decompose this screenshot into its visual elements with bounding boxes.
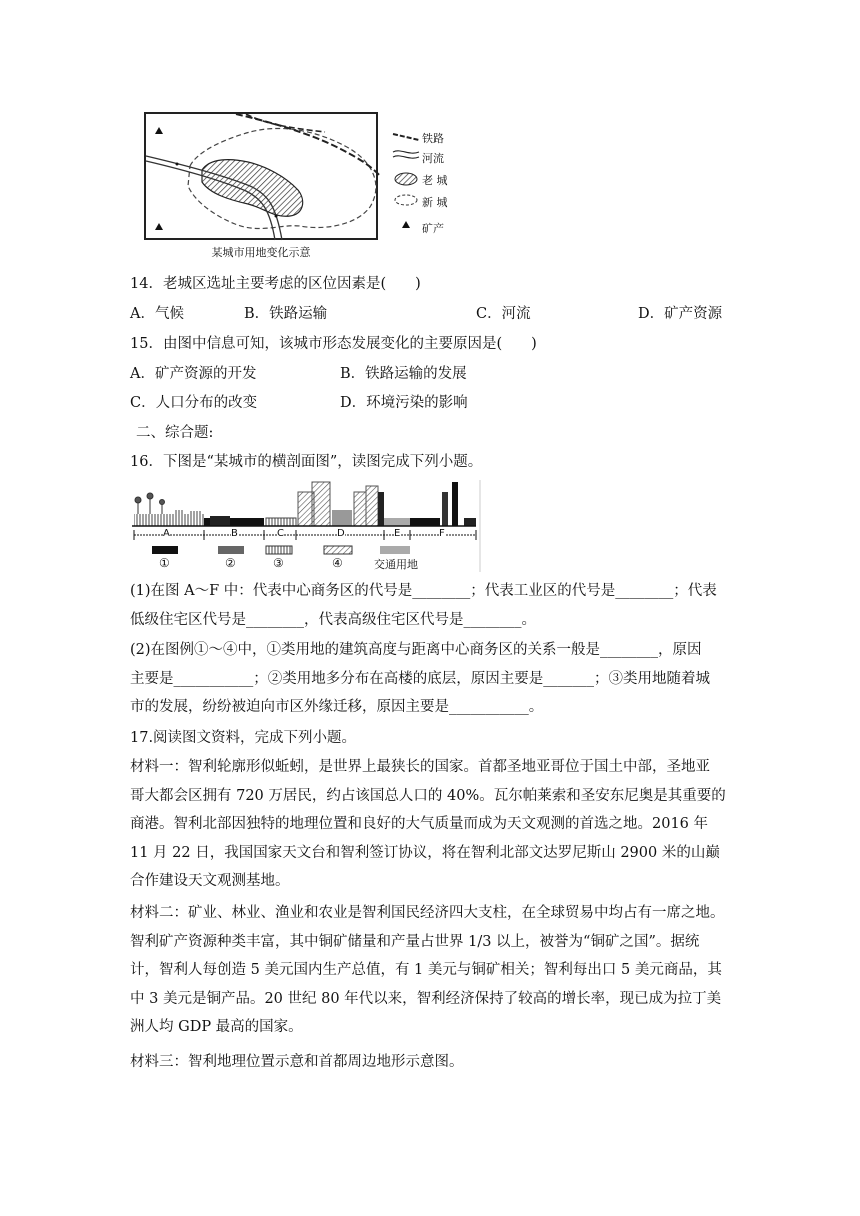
city-cross-section-figure [130,478,482,574]
q16-stem: 16．下图是“某城市的横剖面图”，读图完成下列小题。 [130,454,483,470]
zone-d-label: D [337,528,345,539]
legend-river-label: 河流 [422,152,444,165]
zone-a-label: A [163,528,170,539]
material-2-line: 计，智利人每创造 5 美元国内生产总值，有 1 美元与铜矿相关；智利每出口 5 美元商品，其 [130,962,722,979]
legend-1-label: ① [159,556,170,570]
q14-option-c: C．河流 [476,306,531,322]
q15-stem: 15．由图中信息可知，该城市形态发展变化的主要原因是( ) [130,336,537,352]
map-drawing [140,102,460,262]
river-icon [393,151,419,158]
q15-option-c: C．人口分布的改变 [130,395,258,411]
section-2-heading: 二、综合题: [136,425,214,441]
material-1-line: 材料一：智利轮廓形似蚯蚓，是世界上最狭长的国家。首都圣地亚哥位于国土中部，圣地亚 [130,759,710,775]
legend-1-swatch [152,546,178,554]
zone-f-label: F [439,528,445,539]
town-dot [275,215,278,218]
legend-new-city-label: 新 城 [422,196,448,209]
material-1-line: 哥大都会区拥有 720 万居民，约占该国总人口的 40%。瓦尔帕莱索和圣安东尼奥是其重要的 [130,787,726,804]
q15-option-d: D．环境污染的影响 [340,395,468,411]
q17-stem: 17.阅读图文资料，完成下列小题。 [130,730,357,746]
q17-material-2 [130,899,730,1042]
q16-part1 [130,577,730,634]
q17-material-3: 材料三：智利地理位置示意和首都周边地形示意图。 [130,1054,464,1070]
q14-option-a: A．气候 [130,306,184,322]
legend-4-label: ④ [332,556,343,570]
cross-section-drawing [130,478,482,574]
legend-transport-swatch [380,546,410,554]
q15-option-b: B．铁路运输的发展 [340,366,467,382]
old-city-area [202,160,303,217]
legend-3-label: ③ [273,556,284,570]
tree-icons [135,493,165,514]
q16-part2-line3: 市的发展，纷纷被迫向市区外缘迁移，原因主要是___________。 [130,699,544,716]
q14-option-d: D．矿产资源 [638,306,723,322]
old-city-icon [395,173,417,185]
legend-2-swatch [218,546,244,554]
zone-c-label: C [277,528,284,539]
zone-b-label: B [231,528,238,539]
q16-part1-line1: (1)在图 A～F 中：代表中心商务区的代号是________；代表工业区的代号是________；代表 [130,583,717,599]
q16-part2 [130,636,730,722]
q16-part1-line2: 低级住宅区代号是________，代表高级住宅区代号是________。 [130,611,536,628]
q14-option-b: B．铁路运输 [244,306,328,322]
city-land-use-map [140,102,460,262]
new-city-icon [395,195,417,205]
legend-railway-label: 铁路 [422,132,444,145]
legend-4-swatch [324,546,352,554]
material-1-line: 商港。智利北部因独特的地理位置和良好的大气质量而成为天文观测的首选之地。2016 年 [130,816,709,833]
q16-part2-line1: (2)在图例①～④中，①类用地的建筑高度与距离中心商务区的关系一般是________，原因 [130,642,702,658]
legend-2-label: ② [225,556,236,570]
material-2-line: 材料二：矿业、林业、渔业和农业是智利国民经济四大支柱，在全球贸易中均占有一席之地。 [130,905,725,921]
material-1-line: 合作建设天文观测基地。 [130,873,290,890]
mine-icon [155,127,163,134]
material-2-line: 中 3 美元是铜产品。20 世纪 80 年代以来，智利经济保持了较高的增长率，现已成为拉丁美 [130,990,722,1007]
railway-icon [393,134,419,140]
legend-old-city-label: 老 城 [422,174,448,187]
q14-stem: 14．老城区选址主要考虑的区位因素是( ) [130,276,421,292]
material-2-line: 智利矿产资源种类丰富，其中铜矿储量和产量占世界 1/3 以上，被誉为“铜矿之国”。据统 [130,933,700,950]
material-2-line: 洲人均 GDP 最高的国家。 [130,1019,303,1036]
q15-option-a: A．矿产资源的开发 [130,366,257,382]
map-caption: 某城市用地变化示意 [211,246,311,259]
legend-transport-label: 交通用地 [374,558,418,571]
zone-e-label: E [394,528,401,539]
town-dot [176,163,179,166]
q16-part2-line2: 主要是___________；②类用地多分布在高楼的底层，原因主要是_______；③类用地随着城 [130,670,710,687]
material-1-line: 11 月 22 日，我国国家天文台和智利签订协议，将在智利北部文达罗尼斯山 2900 米的山巅 [130,844,720,861]
mine-icon [402,221,410,228]
q17-material-1 [130,753,730,896]
legend-mine-label: 矿产 [422,222,444,235]
mine-icon [155,223,163,230]
legend-3-swatch [266,546,292,554]
